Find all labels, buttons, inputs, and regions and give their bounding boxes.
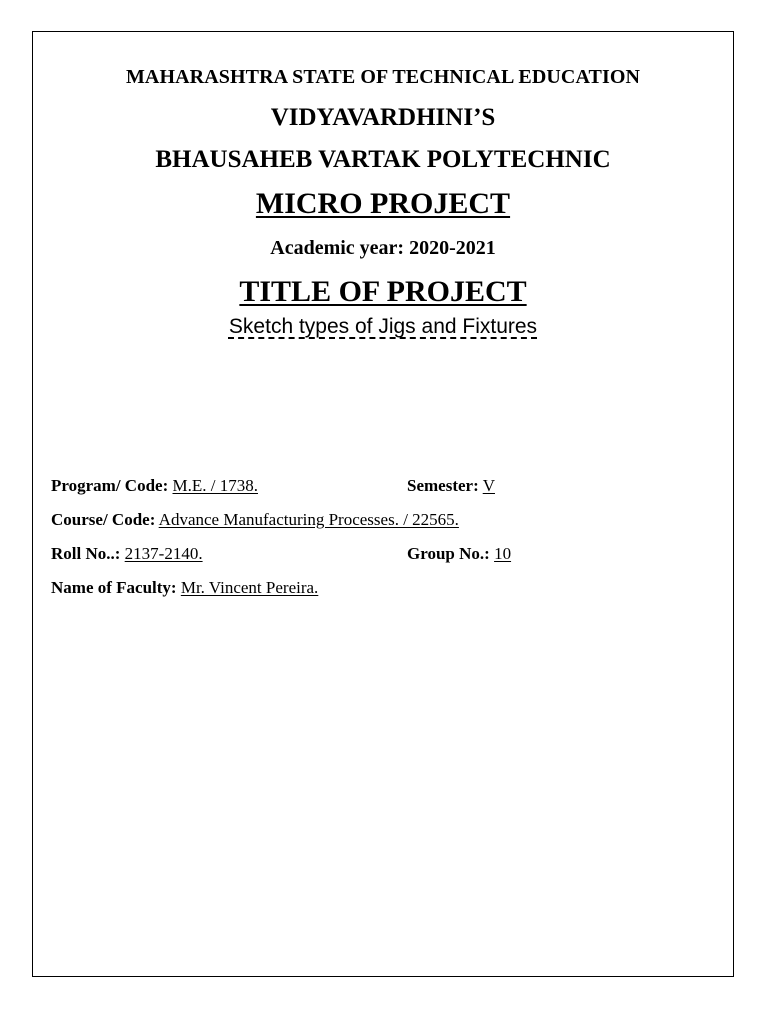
course-value: Advance Manufacturing Processes. / 22565.: [158, 510, 459, 529]
roll-label: Roll No..:: [51, 544, 121, 563]
project-title: Sketch types of Jigs and Fixtures: [228, 315, 538, 338]
program-value: M.E. / 1738.: [172, 476, 258, 495]
course-row: [51, 510, 459, 530]
institution-line-2: BHAUSAHEB VARTAK POLYTECHNIC: [155, 146, 611, 173]
document-type-heading: MICRO PROJECT: [255, 187, 511, 220]
project-title-heading: TITLE OF PROJECT: [239, 275, 527, 308]
program-label: Program/ Code:: [51, 476, 169, 495]
semester-label: Semester:: [407, 476, 479, 495]
group-row: [407, 544, 511, 564]
group-label: Group No.:: [407, 544, 490, 563]
board-name: MAHARASHTRA STATE OF TECHNICAL EDUCATION: [125, 66, 641, 88]
course-label: Course/ Code:: [51, 510, 156, 529]
institution-line-1: VIDYAVARDHINI’S: [270, 104, 496, 131]
semester-row: [407, 476, 495, 496]
group-value: 10: [494, 544, 512, 563]
academic-year: Academic year: 2020-2021: [270, 237, 496, 259]
roll-value: 2137-2140.: [124, 544, 203, 563]
program-row: [51, 476, 258, 496]
faculty-value: Mr. Vincent Pereira.: [180, 578, 319, 597]
faculty-label: Name of Faculty:: [51, 578, 177, 597]
semester-value: V: [482, 476, 495, 495]
roll-row: [51, 544, 203, 564]
faculty-row: [51, 578, 318, 598]
